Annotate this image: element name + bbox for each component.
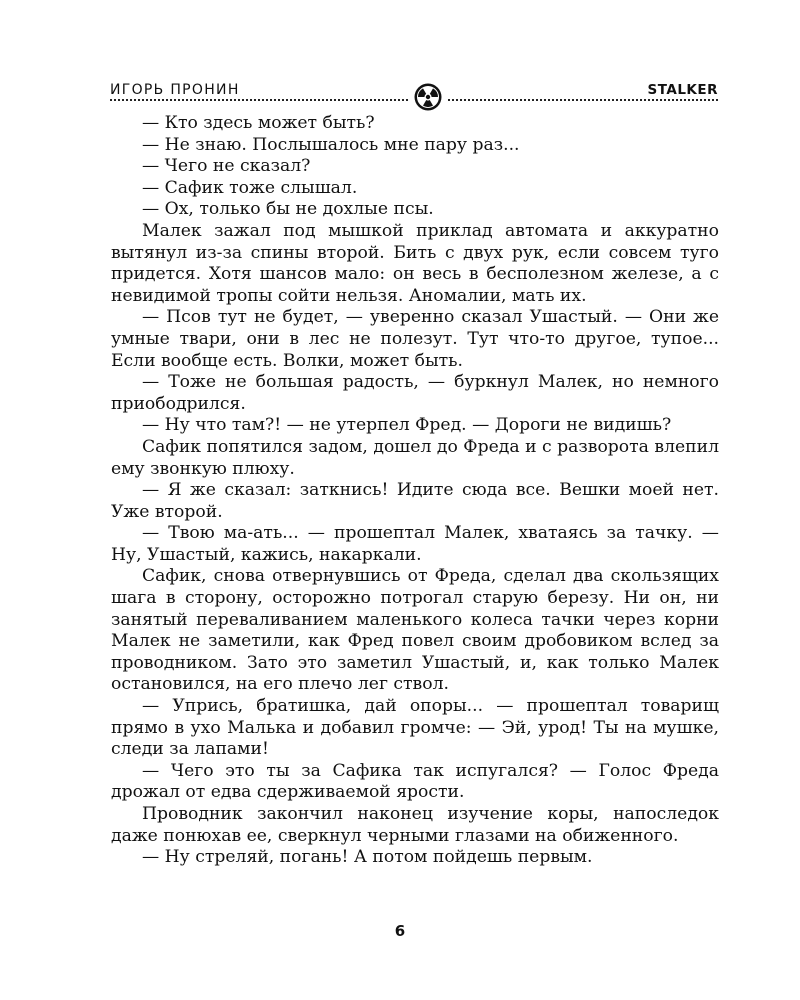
paragraph: — Упрись, братишка, дай опоры... — прошептал товарищ прямо в ухо Малька и добавил громче: — Эй, урод! Ты на мушке, следи за лапами!	[111, 696, 719, 760]
radiation-hazard-icon	[413, 82, 443, 112]
body-text	[111, 113, 719, 869]
paragraph: Сафик попятился задом, дошел до Фреда и с разворота влепил ему звонкую плюху.	[111, 436, 719, 479]
header-dotted-rule-right	[448, 99, 718, 101]
header-series: STALKER	[647, 82, 718, 98]
paragraph: — Псов тут не будет, — уверенно сказал Ушастый. — Они же умные твари, они в лес не полезут. Тут что-то другое, тупое... Если вообще есть. Волки, может быть.	[111, 307, 719, 371]
paragraph: Сафик, снова отвернувшись от Фреда, сделал два скользящих шага в сторону, осторожно потрогал старую березу. Ни он, ни занятый переваливанием маленького колеса тачки через корни Малек не заметили, как Фред повел своим дробовиком вслед за проводником. Зато это заметил Ушастый, и, как только Малек остановился, на его плечо лег ствол.	[111, 566, 719, 695]
paragraph: — Чего не сказал?	[142, 156, 311, 177]
paragraph: — Ох, только бы не дохлые псы.	[142, 199, 434, 220]
header-dotted-rule-left	[110, 99, 408, 101]
paragraph: — Кто здесь может быть?	[142, 113, 375, 133]
paragraph: — Чего это ты за Сафика так испугался? — Голос Фреда дрожал от едва сдерживаемой ярости.	[111, 760, 719, 803]
paragraph: — Твою ма-ать... — прошептал Малек, хватаясь за тачку. — Ну, Ушастый, кажись, накаркали.	[111, 523, 719, 565]
paragraph: — Сафик тоже слышал.	[142, 177, 358, 198]
running-header	[110, 78, 718, 114]
paragraph: — Не знаю. Послышалось мне пару раз...	[142, 134, 520, 155]
paragraph: — Ну что там?! — не утерпел Фред. — Дороги не видишь?	[142, 415, 672, 436]
paragraph: — Ну стреляй, погань! А потом пойдешь первым.	[142, 847, 593, 868]
paragraph: — Тоже не большая радость, — буркнул Малек, но немного приободрился.	[111, 372, 719, 414]
paragraph: — Я же сказал: заткнись! Идите сюда все. Вешки моей нет. Уже второй.	[111, 480, 719, 522]
paragraph: Проводник закончил наконец изучение коры, напоследок даже понюхав ее, сверкнул черными глазами на обиженного.	[111, 804, 719, 846]
page-number: 6	[394, 922, 406, 940]
paragraph: Малек зажал под мышкой приклад автомата и аккуратно вытянул из-за спины второй. Бить с двух рук, если совсем туго придется. Хотя шансов мало: он весь в бесполезном железе, а с невидимой тропы сойти нельзя. Аномалии, мать их.	[111, 220, 719, 306]
header-author: ИГОРЬ ПРОНИН	[110, 82, 240, 98]
